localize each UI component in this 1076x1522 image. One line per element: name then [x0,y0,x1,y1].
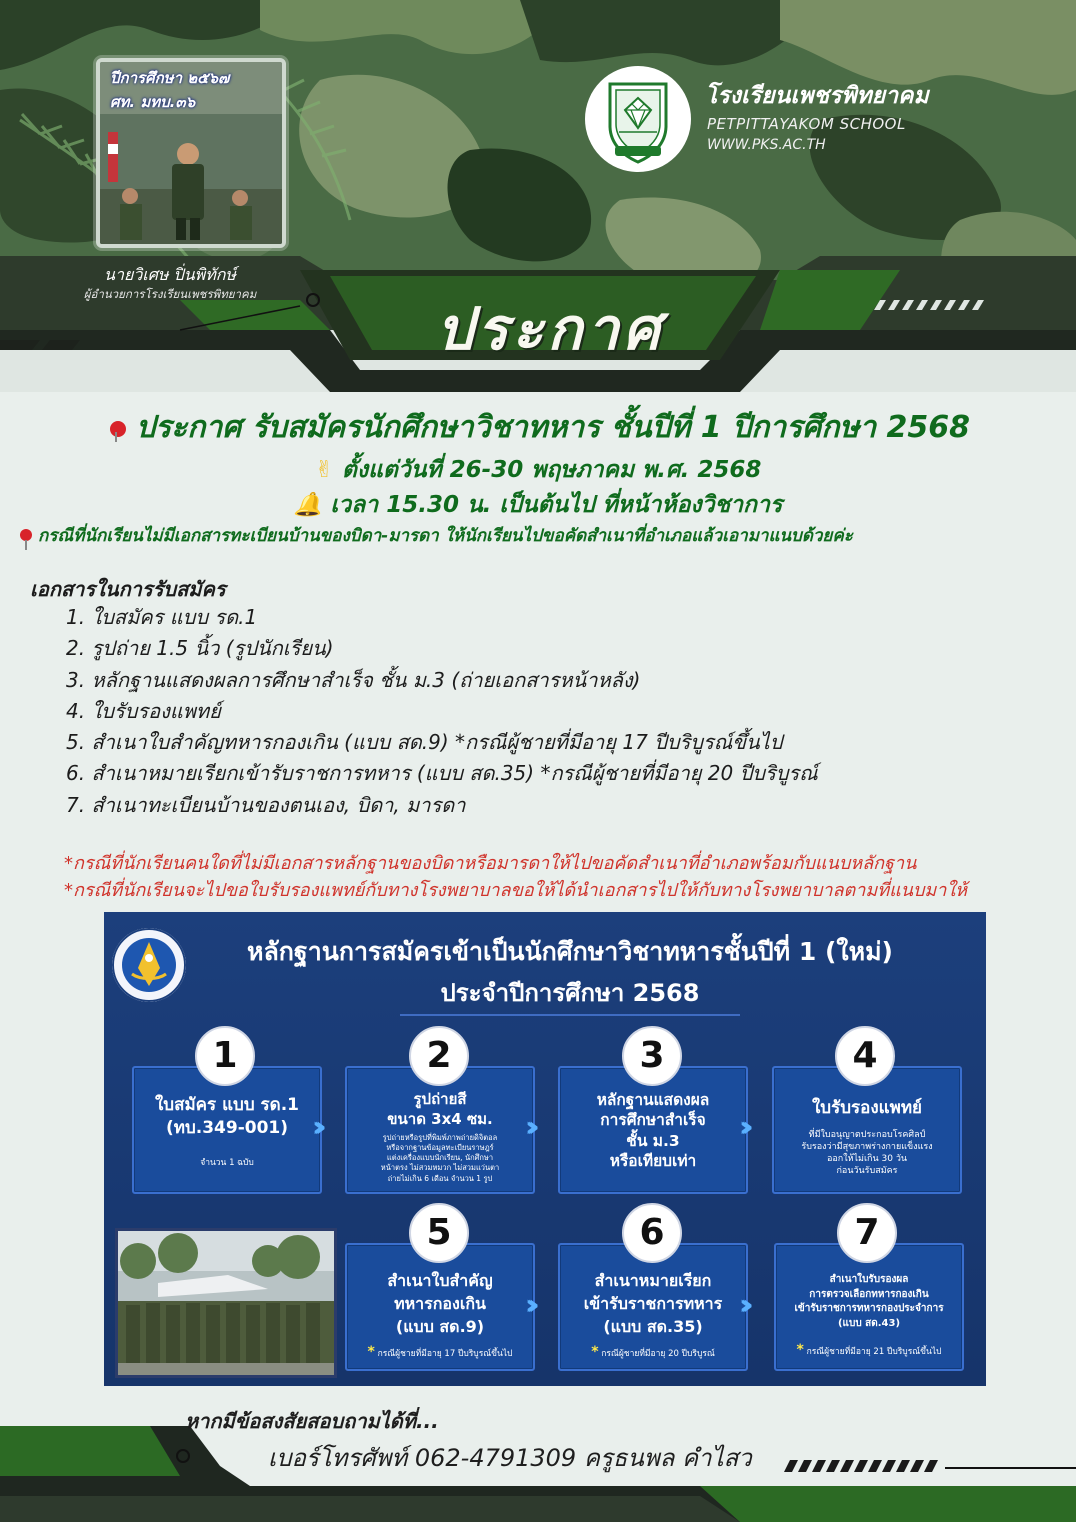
asterisk-icon: * [591,1343,599,1360]
director-title: ผู้อำนวยการโรงเรียนเพชรพิทยาคม [83,287,257,301]
time-line-text: เวลา 15.30 น. เป็นต้นไป ที่หน้าห้องวิชาการ [330,492,783,518]
list-item: 4. ใบรับรองแพทย์ [66,698,221,723]
arrow-icon: ››› [312,1110,317,1143]
step-5-small: กรณีผู้ชายที่มีอายุ 17 ปีบริบูรณ์ขึ้นไป [377,1348,513,1359]
school-name-th: โรงเรียนเพชรพิทยาคม [705,83,929,109]
step-4-number: 4 [835,1026,895,1086]
step-1-small: จำนวน 1 ฉบับ [200,1157,254,1168]
asterisk-icon: * [367,1343,375,1360]
step-6-small: กรณีผู้ชายที่มีอายุ 20 ปีบริบูรณ์ [601,1348,715,1359]
pin-icon [110,421,126,437]
infographic-subtitle: ประจำปีการศึกษา 2568 [440,979,700,1007]
step-2-number: 2 [409,1026,469,1086]
bell-icon: 🔔 [293,492,323,518]
announcement-title: ประกาศ [436,295,664,363]
step-1-main: ใบสมัคร แบบ รด.1 (ทบ.349-001) [154,1095,299,1138]
rotc-emblem-icon [112,928,186,1002]
red-note-1: *กรณีที่นักเรียนคนใดที่ไม่มีเอกสารหลักฐานของบิดาหรือมารดาให้ไปขอคัดสำเนาที่อำเภอพร้อมกับแนบหลักฐาน [64,853,917,874]
list-item: 3. หลักฐานแสดงผลการศึกษาสำเร็จ ชั้น ม.3 (ถ่ายเอกสารหน้าหลัง) [66,667,641,692]
list-item: 1. ใบสมัคร แบบ รด.1 [66,605,258,629]
victory-hand-icon: ✌ [314,457,334,483]
director-name: นายวิเศษ ปิ่นพิทักษ์ [104,265,236,284]
date-line-text: ตั้งแต่วันที่ 26-30 พฤษภาคม พ.ศ. 2568 [341,457,762,483]
header-banner [0,0,1076,392]
house-registration-note [20,522,1070,549]
list-item: 2. รูปถ่าย 1.5 นิ้ว (รูปนักเรียน) [66,636,334,661]
asterisk-icon: * [796,1342,804,1358]
step-7-small: กรณีผู้ชายที่มีอายุ 21 ปีบริบูรณ์ขึ้นไป [806,1347,942,1357]
headline-text: ประกาศ รับสมัครนักศึกษาวิชาทหาร ชั้นปีที่ 1 ปีการศึกษา 2568 [135,410,971,445]
arrow-icon: ››› [739,1110,744,1143]
step-7-number: 7 [837,1203,897,1263]
director-photo [96,58,286,248]
arrow-icon: ››› [525,1288,530,1321]
student-cadets-icon [118,1231,334,1375]
step-4-main: ใบรับรองแพทย์ [812,1098,922,1118]
photo-caption-year: ปีการศึกษา ๒๕๖๗ [110,69,230,87]
contact-phone: เบอร์โทรศัพท์ 062-4791309 ครูธนพล คำไสว [268,1444,752,1472]
red-note-2: *กรณีที่นักเรียนจะไปขอใบรับรองแพทย์กับทางโรงพยาบาลขอให้ได้นำเอกสารไปให้กับทางโรงพยาบาลตามที่แนบมาให้ [64,880,968,901]
note-text: กรณีที่นักเรียนไม่มีเอกสารทะเบียนบ้านของบิดา-มารดา ให้นักเรียนไปขอคัดสำเนาที่อำเภอแล้วเอามาแนบด้วยค่ะ [38,526,853,546]
documents-list [66,602,818,821]
documents-title: เอกสารในการรับสมัคร [30,577,226,601]
time-line [0,487,1076,523]
step-7-note [776,1341,962,1360]
school-website: WWW.PKS.AC.TH [707,137,826,153]
school-name-en: PETPITTAYAKOM SCHOOL [707,115,906,133]
step-3-number: 3 [622,1026,682,1086]
step-6-main: สำเนาหมายเรียก เข้ารับราชการทหาร (แบบ สด.35) [583,1271,723,1337]
date-line [0,452,1076,488]
step-4-small: ที่มีใบอนุญาตประกอบโรคศิลป์ รับรองว่ามีสุขภาพร่างกายแข็งแรง ออกให้ไม่เกิน 30 วัน ก่อนวันรับสมัคร [801,1130,933,1177]
list-item: 5. สำเนาใบสำคัญทหารกองเกิน (แบบ สด.9) *กรณีผู้ชายที่มีอายุ 17 ปีบริบูรณ์ขึ้นไป [66,730,783,755]
step-5-main: สำเนาใบสำคัญ ทหารกองเกิน (แบบ สด.9) [387,1271,493,1337]
step-7-main: สำเนาใบรับรองผล การตรวจเลือกทหารกองเกิน เข้ารับราชการทหารกองประจำการ (แบบ สด.43) [794,1274,944,1329]
step-3-main: หลักฐานแสดงผล การศึกษาสำเร็จ ชั้น ม.3 หรือเทียบเท่า [596,1091,710,1171]
school-logo-icon [585,66,691,172]
list-item: 7. สำเนาทะเบียนบ้านของตนเอง, บิดา, มารดา [66,792,466,817]
soldiers-figure-icon [100,114,282,244]
step-1-number: 1 [195,1026,255,1086]
step-6-number: 6 [622,1203,682,1263]
headline [40,404,1040,451]
step-2-small: รูปถ่ายหรือรูปที่พิมพ์ภาพถ่ายดิจิตอล หรือจากฐานข้อมูลทะเบียนราษฎร์ แต่งเครื่องแบบนักเรียน, นักศึกษา หน้าตรง ไม่สวมหมวก ไม่สวมแว่นตา ถ่ายไม่เกิน 6 เดือน จำนวน 1 รูป [380,1133,500,1183]
arrow-icon: ››› [739,1288,744,1321]
step-5-number: 5 [409,1203,469,1263]
contact-prompt: หากมีข้อสงสัยสอบถามได้ที่... [185,1409,439,1433]
title-divider [400,1014,740,1016]
list-item: 6. สำเนาหมายเรียกเข้ารับราชการทหาร (แบบ สด.35) *กรณีผู้ชายที่มีอายุ 20 ปีบริบูรณ์ [66,761,818,786]
photo-caption-unit: ศท. มทบ.๓๖ [110,93,196,111]
step-6-note [560,1343,746,1362]
arrow-icon: ››› [525,1110,530,1143]
infographic-title: หลักฐานการสมัครเข้าเป็นนักศึกษาวิชาทหารชั้นปีที่ 1 (ใหม่) [247,937,893,966]
pin-icon [20,529,32,541]
step-5-note [347,1343,533,1362]
step-2-main: รูปถ่ายสี ขนาด 3x4 ซม. [387,1090,493,1128]
students-photo [115,1228,337,1378]
